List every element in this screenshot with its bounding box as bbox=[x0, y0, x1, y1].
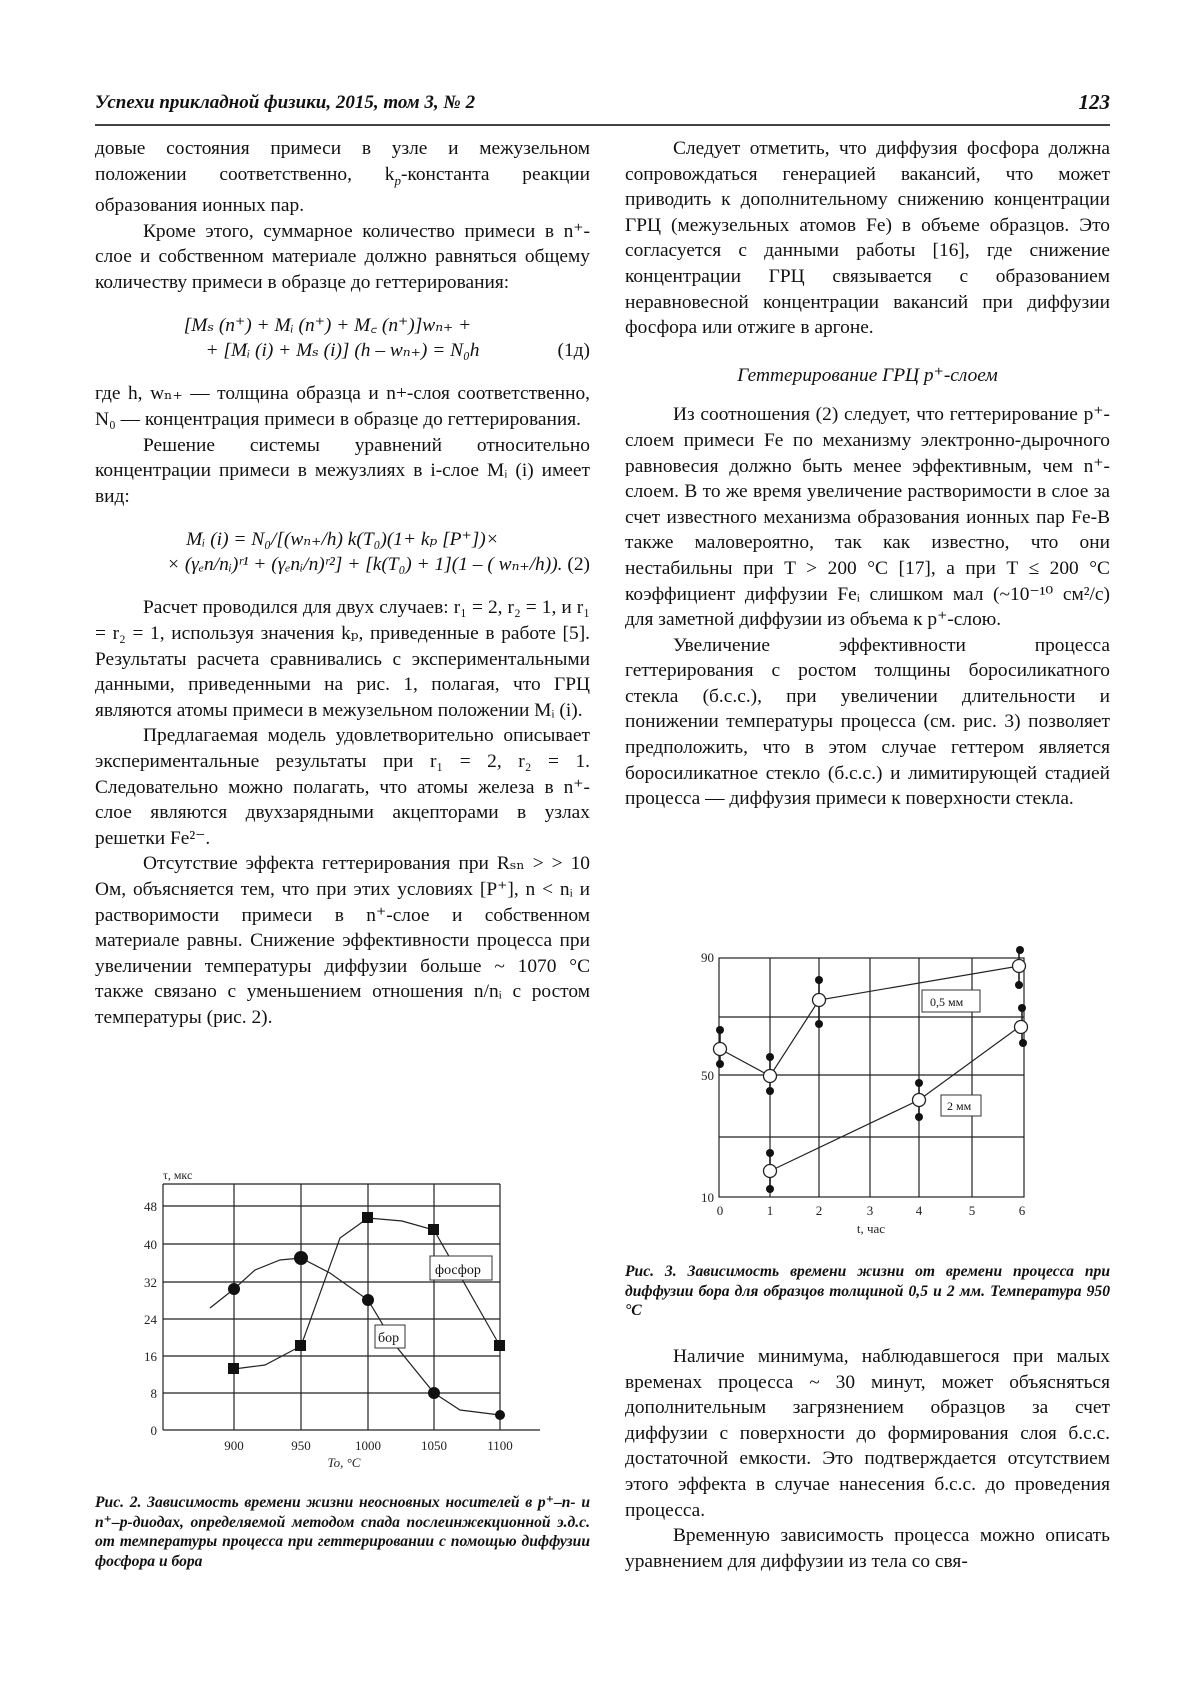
svg-text:8: 8 bbox=[150, 1386, 157, 1401]
paragraph: Временную зависимость процесса можно описать уравнением для диффузии из тела со свя- bbox=[625, 1525, 1110, 1572]
phosphorus-markers bbox=[228, 1212, 505, 1374]
running-header bbox=[95, 88, 1110, 124]
legend-boron: бор bbox=[378, 1331, 400, 1346]
svg-text:24: 24 bbox=[144, 1312, 157, 1327]
svg-text:1000: 1000 bbox=[355, 1438, 381, 1453]
svg-text:1100: 1100 bbox=[487, 1438, 513, 1453]
left-column bbox=[95, 136, 590, 1031]
journal-title: Успехи прикладной физики, 2015, том 3, № 2 bbox=[95, 92, 476, 113]
paragraph: Отсутствие эффекта геттерирования при Rₛₙ > > 10 Ом, объясняется тем, что при этих условиях [P⁺], n < nᵢ и растворимости примеси в n⁺-слое и собственном материале равны. Снижение эффективности процесса при увеличении температуры диффузии больше ~ 1070 °С также связано с уменьшением отношения n/nᵢ с ростом температуры (рис. 2). bbox=[95, 853, 590, 1028]
series-2mm-line bbox=[770, 1027, 1019, 1171]
svg-text:0: 0 bbox=[716, 1203, 724, 1218]
figure-2-chart bbox=[130, 1170, 550, 1480]
legend-phosphorus: фосфор bbox=[435, 1263, 481, 1278]
svg-text:10: 10 bbox=[701, 1190, 714, 1205]
svg-text:1050: 1050 bbox=[421, 1438, 447, 1453]
svg-text:16: 16 bbox=[144, 1349, 157, 1364]
legend-0-5mm: 0,5 мм bbox=[930, 995, 964, 1009]
paragraph: Предлагаемая модель удовлетворительно описывает экспериментальные результаты при r₁ = 2, r₂ = 1. Следовательно можно полагать, что атомы железа в n⁺-слое являются двухзарядными акцепторами в узлах решетки Fe²⁻. bbox=[95, 725, 590, 849]
paragraph: Расчет проводился для двух случаев: r₁ = 2, r₂ = 1, и r₁ = r₂ = 1, используя значения kₚ, приведенные в работе [5]. Результаты расчета сравнивались с экспериментальными данными, приведенными на рис. 1, полагая, что ГРЦ являются атомы примеси в межузельном положении Mᵢ (i). bbox=[95, 597, 590, 721]
right-column-lower bbox=[625, 1344, 1110, 1574]
svg-text:40: 40 bbox=[144, 1237, 157, 1252]
svg-text:6: 6 bbox=[1018, 1203, 1026, 1218]
paragraph: где h, wₙ₊ — толщина образца и n+-слоя соответственно, N₀ — концентрация примеси в образце до геттерирования. bbox=[95, 383, 590, 431]
equation-1d: [Mₛ (n⁺) + Mᵢ (n⁺) + M꜀ (n⁺)]wₙ₊ + + [Mᵢ (i) + Mₛ (i)] (h – wₙ₊) = N₀h (1д) bbox=[183, 315, 590, 362]
section-title: Геттерирование ГРЦ p⁺-слоем bbox=[737, 364, 998, 386]
figure-2-caption: Рис. 2. Зависимость времени жизни неосновных носителей в p⁺–n- и n⁺–p-диодах, определяемой методом спада послеинжекционной э.д.с. от температуры процесса при геттерировании с помощью диффузии фосфора и бора bbox=[95, 1494, 590, 1570]
phosphorus-series-line bbox=[234, 1218, 500, 1369]
x-axis-label: To, °C bbox=[327, 1455, 361, 1470]
x-axis-label: t, час bbox=[856, 1221, 886, 1236]
paragraph: довые состояния примеси в узле и межузельном положении соответственно, $k_p$-константа реакции образования ионных пар. bbox=[95, 138, 590, 217]
svg-text:5: 5 bbox=[968, 1203, 976, 1218]
paragraph: Следует отметить, что диффузия фосфора должна сопровождаться генерацией вакансий, что может приводить к дополнительному снижению концентрации ГРЦ (межузельных атомов Fe) в объеме образцов. Это согласуется с данными работы [16], где снижение концентрации ГРЦ связывается с образованием неравновесной концентрации вакансий при диффузии фосфора или отжиге в аргоне. bbox=[625, 138, 1110, 339]
svg-text:50: 50 bbox=[701, 1068, 714, 1083]
right-column bbox=[625, 136, 1110, 812]
figure-3-caption: Рис. 3. Зависимость времени жизни от времени процесса при диффузии бора для образцов толщиной 0,5 и 2 мм. Температура 950 °С bbox=[625, 1263, 1110, 1320]
svg-text:48: 48 bbox=[144, 1199, 157, 1214]
paragraph: Увеличение эффективности процесса геттерирования с ростом толщины боросиликатного стекла (б.с.с.), при увеличении длительности и понижении температуры процесса (см. рис. 3) позволяет предположить, что в этом случае геттером является боросиликатное стекло (б.с.с.) и лимитирующей стадией процесса — диффузия примеси к поверхности стекла. bbox=[625, 634, 1110, 810]
paragraph: Кроме этого, суммарное количество примеси в n⁺-слое и собственном материале должно равняться общему количеству примеси в образце до геттерирования: bbox=[95, 220, 590, 293]
y-axis-label: τ, мкс bbox=[163, 1170, 193, 1182]
paragraph: Решение системы уравнений относительно концентрации примеси в межузлиях в i-слое Mᵢ (i) имеет вид: bbox=[95, 434, 590, 507]
page-number: 123 bbox=[1078, 90, 1110, 114]
error-bar-endpoints bbox=[716, 946, 1027, 1193]
paragraph: Наличие минимума, наблюдавшегося при малых временах процесса ~ 30 минут, может объясняться дополнительным загрязнением образцов за счет диффузии с поверхности до формирования слоя б.с.с. достаточной емкости. Это подтверждается отсутствием этого эффекта в случае нанесения б.с.с. до проведения процесса. bbox=[625, 1346, 1110, 1521]
svg-text:2: 2 bbox=[815, 1203, 823, 1218]
equation-number: (1д) bbox=[557, 340, 590, 362]
svg-text:32: 32 bbox=[144, 1275, 157, 1290]
header-rule bbox=[95, 124, 1110, 126]
equation-2: Mᵢ (i) = N₀/[(wₙ₊/h) k(T₀)(1+ kₚ [P⁺])× × (γₑn/nᵢ)ʳ¹ + (γₑnᵢ/n)ʳ²] + [k(T₀) + 1](1 – ( wₙ₊/h)). (2) bbox=[166, 529, 590, 576]
legend-2mm: 2 мм bbox=[947, 1099, 972, 1113]
figure-3-chart bbox=[690, 940, 1050, 1240]
svg-text:90: 90 bbox=[701, 950, 714, 965]
svg-text:0: 0 bbox=[150, 1423, 157, 1438]
svg-text:1: 1 bbox=[766, 1203, 774, 1218]
equation-number: (2) bbox=[567, 554, 590, 576]
svg-text:900: 900 bbox=[224, 1438, 244, 1453]
svg-text:4: 4 bbox=[915, 1203, 923, 1218]
paragraph: Из соотношения (2) следует, что геттерирование p⁺-слоем примеси Fe по механизму электронно-дырочного равновесия должно быть менее эффективным, чем n⁺-слоем. В то же время увеличение растворимости в слое за счет известного механизма образования ионных пар Fe-B также маловероятно, так как известно, что они нестабильны при T > 200 °С [17], а при T ≤ 200 °С коэффициент диффузии Feᵢ слишком мал (~10⁻¹⁰ см²/с) для заметной диффузии из объема к p⁺-слою. bbox=[625, 404, 1110, 631]
svg-text:950: 950 bbox=[291, 1438, 311, 1453]
svg-text:3: 3 bbox=[866, 1203, 874, 1218]
